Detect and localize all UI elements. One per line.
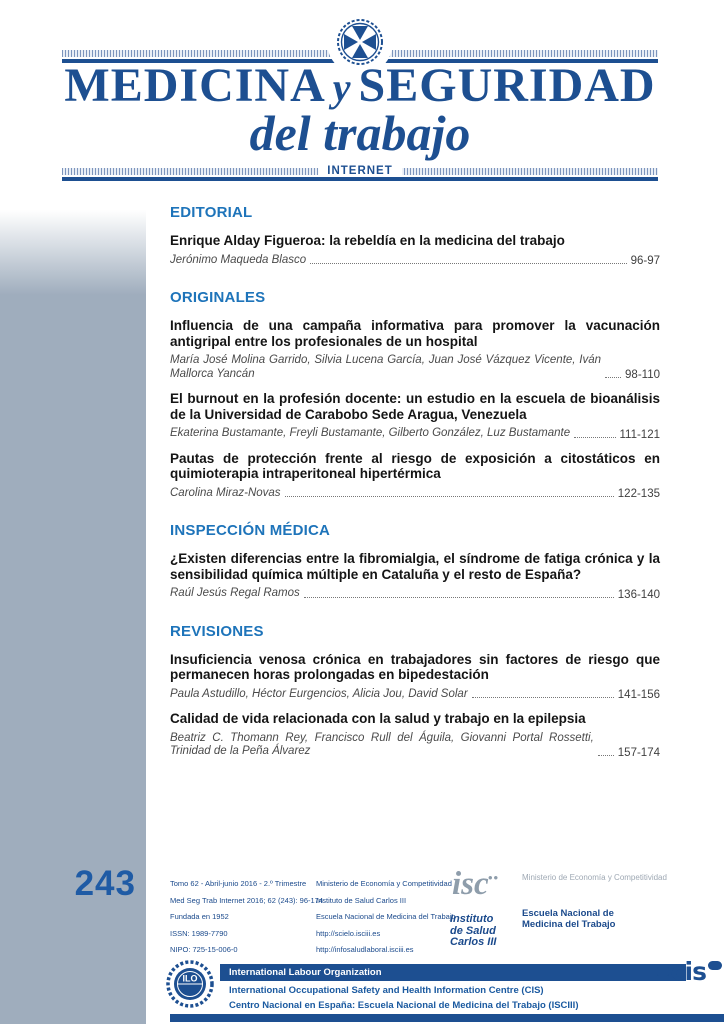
article-title: Enrique Alday Figueroa: la rebeldía en la medicina del trabajo [170,233,565,248]
publication-info-col1 [170,876,324,959]
article-authors: María José Molina Garrido, Silvia Lucena García, Juan José Vázquez Vicente, Iván Mallorca Yancán [170,354,602,380]
page-range: 141-156 [617,689,660,701]
institute-line: Instituto de Salud Carlos III [316,895,407,905]
ministry-line: Ministerio de Economía y Competitividad [316,879,452,888]
toc-entry [170,652,660,702]
dot-leader [472,697,614,698]
article-title: Calidad de vida relacionada con la salud y trabajo en la epilepsia [170,711,586,726]
article-authors: Beatriz C. Thomann Rey, Francisco Rull del Águila, Giovanni Portal Rossetti, Trinidad de la Peña Álvarez [170,731,594,757]
page-range: 157-174 [617,746,660,759]
issue-number: 243 [74,864,136,903]
toc-entry [170,233,660,267]
page-range: 136-140 [617,588,660,601]
section-heading: INSPECCIÓN MÉDICA [170,522,331,539]
section-revisiones [170,623,660,759]
toc-entry [170,711,660,759]
ministry-label: Ministerio de Economía y Competitividad [522,873,667,882]
dot-leader [605,377,621,378]
article-title: Pautas de protección frente al riesgo de exposición a citostáticos en quimioterapia intraperitoneal hipertérmica [170,450,660,481]
journal-title-word1: MEDICINA [64,59,326,112]
bottom-rule [170,1014,724,1022]
publication-info-col2 [316,876,456,959]
article-authors: Ekaterina Bustamante, Freyli Bustamante, Gilberto González, Luz Bustamante [170,427,571,439]
ilo-bar: International Labour Organization [220,964,686,981]
cis-logo-icon: cis [657,960,722,984]
national-centre-line: Centro Nacional en España: Escuela Nacional de Medicina del Trabajo (ISCIII) [229,1000,579,1011]
author-row [170,254,660,268]
article-title: Insuficiencia venosa crónica en trabajadores sin factores de riesgo que permanecen horas prolongadas en bipedestación [170,651,660,682]
ilo-block [166,957,722,1016]
internet-rule [62,165,658,181]
founded-line: Fundada en 1952 [170,912,229,921]
internet-label: INTERNET [318,165,402,177]
page-range: 96-97 [630,255,660,267]
masthead [62,0,658,195]
author-row [170,688,660,702]
article-authors: Raúl Jesús Regal Ramos [170,587,300,599]
dot-leader [310,263,626,264]
page-range: 111-121 [619,428,660,441]
section-originales [170,289,660,500]
section-editorial [170,204,660,267]
isciii-logo-icon: isc [452,866,489,902]
author-row [170,487,660,501]
school-line: Escuela Nacional de Medicina del Trabajo [316,912,456,921]
journal-title-conjunction: y [332,65,352,110]
toc-entry [170,551,660,601]
svg-text:ILO: ILO [182,973,198,984]
scielo-url-link[interactable]: http://scielo.isciii.es [316,928,381,938]
issn-line: ISSN: 1989-7790 [170,928,228,938]
toc-entry [170,391,660,441]
toc-entry [170,318,660,381]
article-title: ¿Existen diferencias entre la fibromialgia, el síndrome de fatiga crónica y la sensibilidad química múltiple en Cataluña y el resto de España? [170,551,660,582]
isciii-logo-block [448,866,722,962]
journal-title [62,58,658,113]
author-row [170,427,660,441]
solid-rule [62,177,658,181]
article-authors: Jerónimo Maqueda Blasco [170,253,307,266]
journal-title-word2: SEGURIDAD [358,59,656,112]
article-title: Influencia de una campaña informativa para promover la vacunación antigripal entre los profesionales de un hospital [170,318,660,349]
section-heading: EDITORIAL [170,204,253,221]
page-range: 122-135 [617,488,660,500]
section-heading: ORIGINALES [170,289,266,306]
dot-leader [598,755,614,756]
author-row [170,587,660,601]
author-row [170,354,660,381]
article-authors: Carolina Miraz-Novas [170,486,281,499]
page-range: 98-110 [625,369,660,381]
isciii-logo-dots: •• [488,870,500,885]
section-heading: REVISIONES [170,622,264,640]
volume-line: Tomo 62 - Abril-junio 2016 - 2.º Trimestre [170,879,307,888]
journal-subtitle: del trabajo [249,105,471,161]
table-of-contents [170,204,660,759]
ilo-logo-icon [166,960,214,1008]
toc-entry [170,451,660,501]
publication-info [170,876,456,959]
dot-leader [304,597,614,598]
institute-name: Instituto de Salud Carlos III [450,913,497,948]
infosaludlaboral-url-link[interactable]: http://infosaludlaboral.isciii.es [316,945,414,954]
school-label: Escuela Nacional de Medicina del Trabajo [522,908,616,930]
dot-leader [285,496,614,497]
dot-leader [574,437,615,438]
article-title: El burnout en la profesión docente: un estudio en la escuela de bioanálisis de la Universidad de Carabobo Sede Aragua, Venezuela [170,391,660,422]
article-authors: Paula Astudillo, Héctor Eurgencios, Alicia Jou, David Solar [170,687,468,700]
nipo-line: NIPO: 725-15-006-0 [170,945,238,954]
author-row [170,732,660,759]
citation-line: Med Seg Trab Internet 2016; 62 (243): 96-174 [170,895,324,905]
cis-centre-line: International Occupational Safety and Health Information Centre (CIS) [229,985,544,996]
section-inspeccion-medica [170,522,660,601]
